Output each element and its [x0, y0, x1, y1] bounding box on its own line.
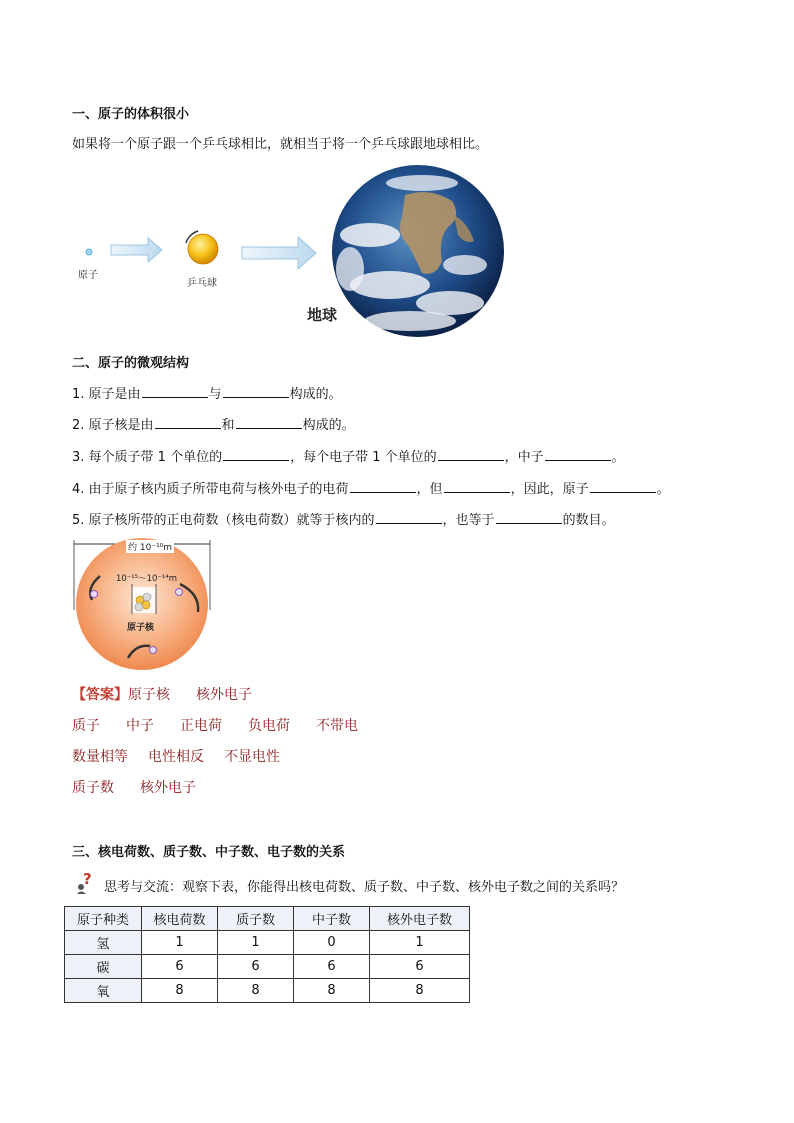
- section1-heading: 一、原子的体积很小: [72, 107, 190, 122]
- size-comparison-figure: [70, 165, 520, 345]
- table-cell: 6: [142, 955, 218, 979]
- table-cell: 1: [142, 931, 218, 955]
- earth-image: [332, 165, 504, 337]
- answer-blank[interactable]: [236, 416, 302, 429]
- answer-line-3: 数量相等 电性相反 不显电性: [72, 749, 280, 765]
- table-header: 核外电子数: [370, 907, 470, 931]
- section3-heading: 三、核电荷数、质子数、中子数、电子数的关系: [72, 845, 346, 860]
- question-1: 1. 原子是由 与 构成的。: [72, 387, 342, 402]
- answer-blank[interactable]: [223, 385, 289, 398]
- table-cell: 氧: [65, 979, 142, 1003]
- electron-icon: [176, 589, 183, 596]
- table-cell: 1: [218, 931, 294, 955]
- question-4: 4. 由于原子核内质子所带电荷与核外电子的电荷 ，但 ，因此，原子 。: [72, 482, 670, 497]
- question-2: 2. 原子核是由 和 构成的。: [72, 418, 355, 433]
- arrow-icon: [111, 238, 162, 262]
- table-header-row: [65, 907, 470, 931]
- question-figure-icon: [72, 871, 94, 895]
- atom-dot: [86, 249, 92, 255]
- section3-prompt: 思考与交流：观察下表，你能得出核电荷数、质子数、中子数、核外电子数之间的关系吗？: [104, 880, 625, 895]
- atom-structure-diagram: [70, 536, 216, 674]
- electron-icon: [150, 647, 157, 654]
- answer-line-4: 质子数 核外电子: [72, 780, 196, 796]
- answer-blank[interactable]: [155, 416, 221, 429]
- question-5: 5. 原子核所带的正电荷数（核电荷数）就等于核内的 ，也等于 的数目。: [72, 513, 615, 528]
- table-header: 原子种类: [65, 907, 142, 931]
- answer-blank[interactable]: [496, 511, 562, 524]
- section1-text: 如果将一个原子跟一个乒乓球相比，就相当于将一个乒乓球跟地球相比。: [72, 137, 489, 152]
- table-row: [65, 955, 470, 979]
- table-cell: 1: [370, 931, 470, 955]
- answer-blank[interactable]: [590, 480, 656, 493]
- answer-line-1: 【答案】原子核 核外电子: [72, 687, 252, 703]
- table-cell: 0: [294, 931, 370, 955]
- table-cell: 8: [370, 979, 470, 1003]
- pingpong-ball: [188, 234, 218, 264]
- atom-label: 原子: [78, 270, 98, 281]
- table-header: 中子数: [294, 907, 370, 931]
- table-cell: 8: [142, 979, 218, 1003]
- table-cell: 碳: [65, 955, 142, 979]
- answer-blank[interactable]: [223, 448, 289, 461]
- answer-blank[interactable]: [142, 385, 208, 398]
- answer-blank[interactable]: [438, 448, 504, 461]
- table-header: 核电荷数: [142, 907, 218, 931]
- table-cell: 6: [294, 955, 370, 979]
- table-cell: 6: [218, 955, 294, 979]
- table-cell: 8: [218, 979, 294, 1003]
- svg-text:?: ?: [83, 871, 92, 888]
- answer-line-2: 质子 中子 正电荷 负电荷 不带电: [72, 718, 358, 734]
- electron-icon: [91, 591, 98, 598]
- table-row: [65, 931, 470, 955]
- section2-heading: 二、原子的微观结构: [72, 356, 190, 371]
- table-header: 质子数: [218, 907, 294, 931]
- atom-composition-table: [64, 906, 470, 1003]
- answer-blank[interactable]: [350, 480, 416, 493]
- atom-size-label: 约 10⁻¹⁰m: [126, 540, 174, 553]
- pingpong-label: 乒乓球: [187, 278, 217, 289]
- table-cell: 6: [370, 955, 470, 979]
- nucleus-label: 原子核: [127, 623, 155, 633]
- table-row: [65, 979, 470, 1003]
- answer-blank[interactable]: [545, 448, 611, 461]
- table-cell: 8: [294, 979, 370, 1003]
- earth-label: 地球: [307, 306, 338, 324]
- arrow-icon: [242, 237, 316, 269]
- question-3: 3. 每个质子带 1 个单位的 ，每个电子带 1 个单位的 ，中子 。: [72, 450, 625, 465]
- answer-blank[interactable]: [376, 511, 442, 524]
- nucleus-size-label: 10⁻¹⁵～10⁻¹⁴m: [116, 574, 178, 584]
- answer-blank[interactable]: [444, 480, 510, 493]
- table-cell: 氢: [65, 931, 142, 955]
